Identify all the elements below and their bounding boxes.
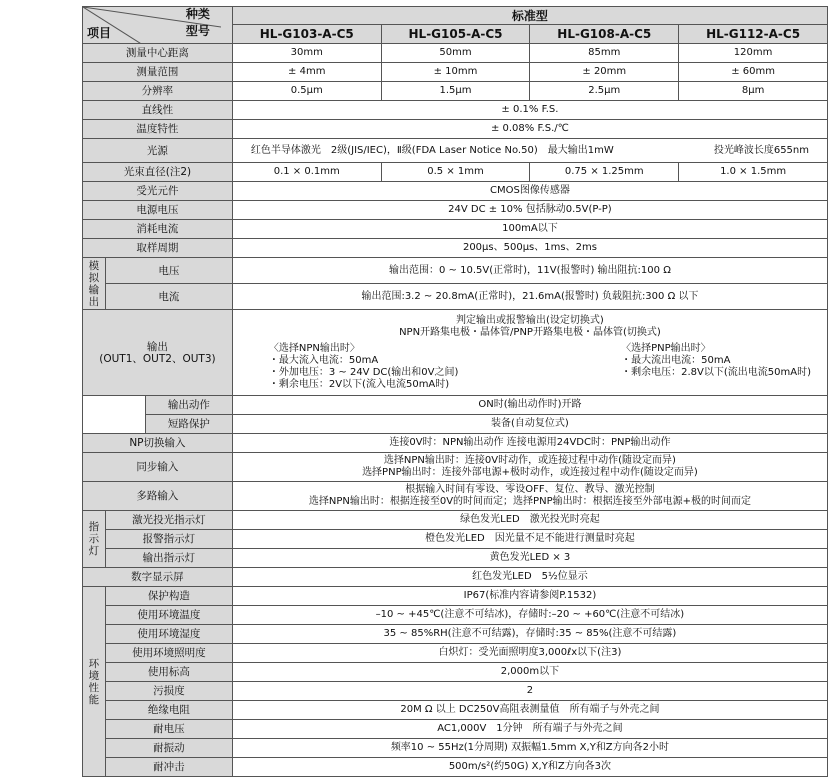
row-label: 耐振动 bbox=[105, 739, 232, 758]
cell-value: 白炽灯：受光面照明度3,000ℓx以下(注3) bbox=[232, 644, 827, 663]
row-label: 输出 bbox=[146, 340, 168, 353]
cell-value: 选择PNP输出时：连接外部电源+极时动作，或连接过程中动作(随设定而异) bbox=[362, 467, 698, 478]
cell-value: 8μm bbox=[679, 82, 828, 101]
row-label: 使用环境温度 bbox=[105, 606, 232, 625]
row-label: 受光元件 bbox=[83, 182, 233, 201]
row-label: 耐冲击 bbox=[105, 758, 232, 777]
output-label-cell bbox=[83, 310, 233, 396]
row-label: 保护构造 bbox=[105, 587, 232, 606]
sync-cell bbox=[232, 453, 827, 482]
row-label: 直线性 bbox=[83, 101, 233, 120]
row-label: 污损度 bbox=[105, 682, 232, 701]
row-label: 多路输入 bbox=[83, 482, 233, 511]
table-row bbox=[83, 663, 828, 682]
table-row bbox=[83, 101, 828, 120]
indicator-group-label: 指 示 灯 bbox=[83, 511, 106, 568]
row-label: 报警指示灯 bbox=[105, 530, 232, 549]
model-header: HL-G112-A-C5 bbox=[679, 25, 828, 44]
table-row bbox=[83, 625, 828, 644]
table-row bbox=[83, 739, 828, 758]
model-header: HL-G105-A-C5 bbox=[381, 25, 530, 44]
cell-value: 30mm bbox=[232, 44, 381, 63]
table-row bbox=[83, 310, 828, 396]
header-corner-cell bbox=[83, 7, 233, 44]
cell-value: 2.5μm bbox=[530, 82, 679, 101]
row-label: 同步输入 bbox=[83, 453, 233, 482]
row-label: 输出指示灯 bbox=[105, 549, 232, 568]
table-row bbox=[83, 682, 828, 701]
table-row bbox=[83, 701, 828, 720]
cell-value: 85mm bbox=[530, 44, 679, 63]
row-label: 光源 bbox=[83, 139, 233, 163]
table-row bbox=[83, 120, 828, 139]
row-label: 短路保护 bbox=[145, 415, 232, 434]
table-row bbox=[83, 606, 828, 625]
row-label: 使用环境湿度 bbox=[105, 625, 232, 644]
row-label: 消耗电流 bbox=[83, 220, 233, 239]
cell-value: 1.5μm bbox=[381, 82, 530, 101]
cell-value: –10 ~ +45℃(注意不可结冰)，存储时:–20 ~ +60℃(注意不可结冰) bbox=[232, 606, 827, 625]
table-row bbox=[83, 482, 828, 511]
row-label: NP切换输入 bbox=[83, 434, 233, 453]
table-row bbox=[83, 44, 828, 63]
row-label: 输出动作 bbox=[145, 396, 232, 415]
cell-value: 0.1 × 0.1mm bbox=[232, 163, 381, 182]
row-label: 绝缘电阻 bbox=[105, 701, 232, 720]
table-row bbox=[83, 434, 828, 453]
table-row bbox=[83, 201, 828, 220]
light-source-cell bbox=[232, 139, 827, 163]
cell-value: 500m/s²(约50G) X,Y和Z方向各3次 bbox=[232, 758, 827, 777]
table-row bbox=[83, 139, 828, 163]
row-label: 耐电压 bbox=[105, 720, 232, 739]
output-spec-cell bbox=[232, 310, 827, 396]
table-row bbox=[83, 182, 828, 201]
model-label: 型号 bbox=[185, 24, 210, 38]
cell-value: IP67(标准内容请参阅P.1532) bbox=[232, 587, 827, 606]
table-row bbox=[83, 284, 828, 310]
table-row bbox=[83, 587, 828, 606]
cell-value: NPN开路集电极・晶体管/PNP开路集电极・晶体管(切换式) bbox=[399, 326, 661, 338]
cell-value: 判定输出或报警输出(设定切换式) bbox=[456, 314, 604, 326]
cell-value: 24V DC ± 10% 包括脉动0.5V(P-P) bbox=[232, 201, 827, 220]
row-label: 电压 bbox=[105, 258, 232, 284]
row-label: 测量范围 bbox=[83, 63, 233, 82]
cell-value: 输出范围：0 ~ 10.5V(正常时)，11V(报警时) 输出阻抗:100 Ω bbox=[232, 258, 827, 284]
cell-value: 2,000m以下 bbox=[232, 663, 827, 682]
cell-value: ± 10mm bbox=[381, 63, 530, 82]
spec-table bbox=[82, 6, 828, 777]
cell-value: 投光峰波长度655nm bbox=[713, 144, 809, 156]
table-row bbox=[83, 511, 828, 530]
table-row bbox=[83, 758, 828, 777]
item-label: 项目 bbox=[87, 26, 112, 40]
table-row bbox=[83, 258, 828, 284]
cell-value: 黄色发光LED × 3 bbox=[232, 549, 827, 568]
table-row bbox=[83, 644, 828, 663]
table-row bbox=[83, 568, 828, 587]
standard-type-header: 标准型 bbox=[232, 7, 827, 25]
row-label: 电源电压 bbox=[83, 201, 233, 220]
table-row bbox=[83, 63, 828, 82]
cell-value: 根据输入时间有零设、零设OFF、复位、教导、激光控制 bbox=[405, 484, 655, 495]
cell-value: 0.75 × 1.25mm bbox=[530, 163, 679, 182]
row-label: 温度特性 bbox=[83, 120, 233, 139]
kind-label: 种类 bbox=[185, 7, 210, 21]
cell-value: AC1,000V 1分钟 所有端子与外壳之间 bbox=[232, 720, 827, 739]
table-row bbox=[83, 239, 828, 258]
cell-value: 100mA以下 bbox=[232, 220, 827, 239]
table-row bbox=[83, 530, 828, 549]
npn-output-block: 〈选择NPN输出时〉 ・最大流入电流：50mA ・外加电压：3 ~ 24V DC(输出和0V之间) ・剩余电压：2V以下(流入电流50mA时) bbox=[268, 342, 459, 390]
row-label: 激光投光指示灯 bbox=[105, 511, 232, 530]
table-row bbox=[83, 220, 828, 239]
cell-value: 输出范围:3.2 ~ 20.8mA(正常时)，21.6mA(报警时) 负载阻抗:300 Ω 以下 bbox=[232, 284, 827, 310]
cell-value: 1.0 × 1.5mm bbox=[679, 163, 828, 182]
spec-table-container bbox=[82, 6, 828, 777]
cell-value: 2 bbox=[232, 682, 827, 701]
cell-value: 红色半导体激光 2级(JIS/IEC)，Ⅱ级(FDA Laser Notice No.50) 最大输出1mW bbox=[250, 144, 614, 156]
table-row bbox=[83, 415, 828, 434]
cell-value: 连接0V时：NPN输出动作 连接电源用24VDC时：PNP输出动作 bbox=[232, 434, 827, 453]
row-label: 测量中心距离 bbox=[83, 44, 233, 63]
model-header: HL-G108-A-C5 bbox=[530, 25, 679, 44]
cell-value: 选择NPN输出时：根据连接至0V的时间而定；选择PNP输出时：根据连接至外部电源+极的时间而定 bbox=[308, 496, 751, 507]
spacer-cell bbox=[83, 396, 146, 415]
row-label: 光束直径(注2) bbox=[83, 163, 233, 182]
cell-value: ± 0.08% F.S./℃ bbox=[232, 120, 827, 139]
row-label: 数字显示屏 bbox=[83, 568, 233, 587]
table-row bbox=[83, 82, 828, 101]
row-label: 电流 bbox=[105, 284, 232, 310]
model-header: HL-G103-A-C5 bbox=[232, 25, 381, 44]
table-row bbox=[83, 396, 828, 415]
cell-value: ON时(输出动作时)开路 bbox=[232, 396, 827, 415]
cell-value: ± 0.1% F.S. bbox=[232, 101, 827, 120]
row-label: 使用环境照明度 bbox=[105, 644, 232, 663]
row-label: 取样周期 bbox=[83, 239, 233, 258]
cell-value: 绿色发光LED 激光投光时亮起 bbox=[232, 511, 827, 530]
cell-value: 200μs、500μs、1ms、2ms bbox=[232, 239, 827, 258]
row-label: (OUT1、OUT2、OUT3) bbox=[99, 352, 216, 365]
pnp-output-block: 〈选择PNP输出时〉 ・最大流出电流：50mA ・剩余电压：2.8V以下(流出电流50mA时) bbox=[621, 342, 811, 378]
cell-value: ± 20mm bbox=[530, 63, 679, 82]
row-label: 分辨率 bbox=[83, 82, 233, 101]
cell-value: 选择NPN输出时：连接0V时动作，或连接过程中动作(随设定而异) bbox=[383, 455, 676, 466]
row-label: 使用标高 bbox=[105, 663, 232, 682]
cell-value: 20M Ω 以上 DC250V高阻表测量值 所有端子与外壳之间 bbox=[232, 701, 827, 720]
cell-value: 50mm bbox=[381, 44, 530, 63]
analog-output-group-label: 模 拟 输 出 bbox=[83, 258, 106, 310]
table-row bbox=[83, 453, 828, 482]
cell-value: ± 60mm bbox=[679, 63, 828, 82]
cell-value: 0.5 × 1mm bbox=[381, 163, 530, 182]
cell-value: 红色发光LED 5½位显示 bbox=[232, 568, 827, 587]
cell-value: 35 ~ 85%RH(注意不可结露)，存储时:35 ~ 85%(注意不可结露) bbox=[232, 625, 827, 644]
table-row bbox=[83, 163, 828, 182]
multi-cell bbox=[232, 482, 827, 511]
cell-value: 装备(自动复位式) bbox=[232, 415, 827, 434]
environment-group-label: 环 境 性 能 bbox=[83, 587, 106, 777]
cell-value: 频率10 ~ 55Hz(1分周期) 双振幅1.5mm X,Y和Z方向各2小时 bbox=[232, 739, 827, 758]
cell-value: 橙色发光LED 因光量不足不能进行测量时亮起 bbox=[232, 530, 827, 549]
cell-value: 0.5μm bbox=[232, 82, 381, 101]
table-row bbox=[83, 720, 828, 739]
cell-value: 120mm bbox=[679, 44, 828, 63]
cell-value: CMOS图像传感器 bbox=[232, 182, 827, 201]
table-row bbox=[83, 549, 828, 568]
cell-value: ± 4mm bbox=[232, 63, 381, 82]
spacer-cell bbox=[83, 415, 146, 434]
